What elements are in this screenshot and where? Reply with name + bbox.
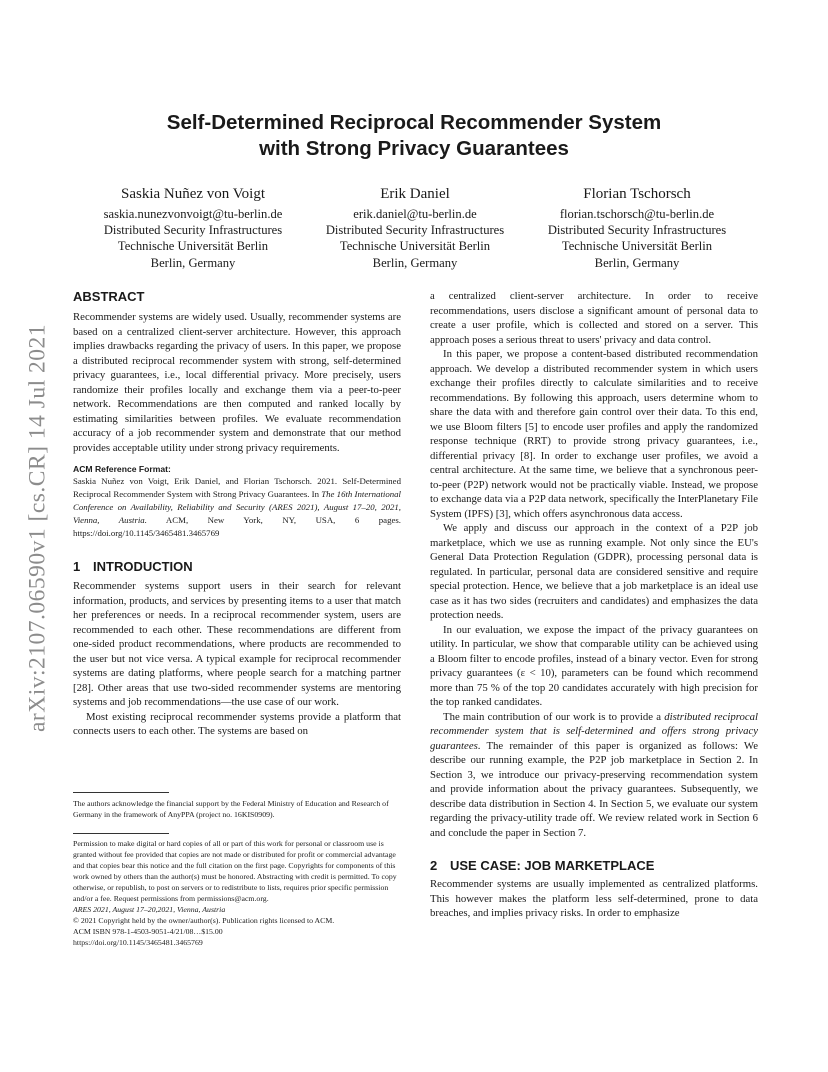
abstract-text: Recommender systems are widely used. Usually, recommender systems are based on a centralized client-server architecture. However, this approach implies drawbacks regarding the privacy of users. In this paper, we propose a distributed reciprocal recommender system with strong, self-determined privacy guarantees, i.e., local differential privacy. More precisely, users randomize their profiles locally and exchange them via a peer-to-peer network. Recommendations are then computed and ranked locally by estimating similarities between profiles. We evaluate recommendation accuracy of a job recommender system and demonstrate that our method provides acceptable utility under strong privacy requirements. <box>73 311 401 454</box>
author-department: Distributed Security Infrastructures <box>325 223 505 238</box>
conference-line: ARES 2021, August 17–20,2021, Vienna, Austria <box>73 905 226 914</box>
acm-reference-prefix: Saskia Nuñez von Voigt, Erik Daniel, and Florian Tschorsch. 2021. Self-Determined Reciprocal Recommender System with Strong Privacy Guarantees. In <box>73 476 401 499</box>
contribution-emphasis: distributed reciprocal recommender system that is self-determined and offers strong privacy guarantees <box>430 710 758 752</box>
copyright-line: © 2021 Copyright held by the owner/author(s). Publication rights licensed to ACM. <box>73 916 335 925</box>
use-case-heading <box>430 858 758 874</box>
acm-reference-text <box>73 475 401 540</box>
abstract-heading: ABSTRACT <box>73 289 145 304</box>
intro-paragraph-5: In our evaluation, we expose the impact of the privacy guarantees on utility. In particular, we show that comparable utility can be achieved using a Bloom filter to encode profiles, instead of a binary vector. Even for strong privacy guarantees (ε < 10), parameters can be found which recommend more than 75 % of the top 20 candidates accurately with high precision for the top ranked candidates. <box>430 623 758 708</box>
paper-title-line-1: Self-Determined Reciprocal Recommender System <box>166 111 662 134</box>
arxiv-identifier: arXiv:2107.06590v1 [cs.CR] 14 Jul 2021 <box>24 323 51 733</box>
intro-paragraph-4: We apply and discuss our approach in the context of a P2P job marketplace, which we use as running example. Not only since the EU's General Data Protection Regulation (GDPR), processing personal data is regulated. In particular, personal data are considered sensitive and require special protection. Hence, we believe that a job marketplace is an ideal use case as it has two sides (recruiters and candidates) and emphasizes the data protection needs. <box>430 522 758 621</box>
contribution-lead: The main contribution of our work is to provide a <box>443 710 665 723</box>
author-location: Berlin, Germany <box>594 255 680 270</box>
acm-reference-venue: The 16th International Conference on Availability, Reliability and Security (ARES 2021), August 17–20, 2021, Vienna, Austria. <box>73 489 401 525</box>
permission-block <box>73 838 401 948</box>
permission-rule <box>73 833 169 834</box>
intro-paragraph-6 <box>430 710 758 841</box>
section-number: 2 <box>430 858 438 873</box>
left-column <box>73 289 401 739</box>
introduction-paragraph-2: Most existing reciprocal recommender systems provide a platform that connects users to each other. The systems are based on <box>73 710 401 737</box>
use-case-paragraph-1: Recommender systems are usually implemented as centralized platforms. This however makes the platform less self-determined, prone to data breaches, and implies privacy risks. In order to emphasize <box>430 878 758 919</box>
introduction-paragraph-1: Recommender systems support users in their search for relevant information, products, and services by presenting items to a user that match her preferences or needs. In a reciprocal recommender system, users are recommended to each other. These recommendations are different from one-sided product recommendations, where products are recommended to the user but not vice versa. A typical example for reciprocal recommender systems are dating platforms, where people search for a matching partner [28]. Other areas that use two-sided recommender systems are mentoring systems and job recommendations—the use case of our work. <box>73 580 401 708</box>
author-department: Distributed Security Infrastructures <box>547 223 727 238</box>
intro-continuation: a centralized client-server architecture. In order to receive recommendations, users disclose a significant amount of personal data to create a user profile, which is collected and stored on a server. This approach poses a serious threat to users' privacy and data control. <box>430 290 758 346</box>
footnote-rule <box>73 792 169 793</box>
author-email[interactable]: saskia.nunezvonvoigt@tu-berlin.de <box>103 207 283 221</box>
acm-reference-heading: ACM Reference Format: <box>73 464 171 474</box>
section-title: INTRODUCTION <box>93 559 193 574</box>
author-email[interactable]: florian.tschorsch@tu-berlin.de <box>559 207 715 221</box>
intro-paragraph-3: In this paper, we propose a content-based distributed recommendation approach. We develop a distributed recommender system in which users exchange their profiles directly to calculate similarities and to receive recommendations. By following this approach, users determine whom to share the data with and therefore gain control over their data. To this end, we use Bloom filters [5] to encode user profiles and apply the randomized response technique (RRT) to provide strong privacy guarantees, i.e., differential privacy [8]. In order to exchange user profiles, we avoid a central architecture. At the same time, we believe that a synchronous peer-to-peer (P2P) network would not be practically viable. Instead, we propose to exchange data via a P2P data network, specifically the InterPlanetary File System (IPFS) [3], which offers asynchronous data access. <box>430 348 758 520</box>
right-column <box>430 289 758 921</box>
isbn-line: ACM ISBN 978-1-4503-9051-4/21/08…$15.00 <box>73 927 223 936</box>
author-institution: Technische Universität Berlin <box>561 239 713 254</box>
author-institution: Technische Universität Berlin <box>117 239 269 254</box>
contribution-rest: . The remainder of this paper is organized as follows: We describe our running example, the P2P job marketplace in Section 2. In Section 3, we introduce our privacy-preserving recommendation system and provide information about the privacy guarantees. Subsequently, we describe data distribution in Section 4. In Section 5, we evaluate our system regarding the privacy-utility trade off. We review related work in Section 6 and conclude the paper in Section 7. <box>430 739 758 839</box>
author-1 <box>68 184 318 271</box>
permission-notice: Permission to make digital or hard copies of all or part of this work for personal or classroom use is granted without fee provided that copies are not made or distributed for profit or commercial advantage and that copies bear this notice and the full citation on the first page. Copyrights for components of this work owned by others than the author(s) must be honored. Abstracting with credit is permitted. To copy otherwise, or republish, to post on servers or to redistribute to lists, requires prior specific permission and/or a fee. Request permissions from permissions@acm.org. <box>73 839 397 903</box>
paper-title <box>100 110 728 162</box>
author-name: Saskia Nuñez von Voigt <box>120 186 266 202</box>
funding-footnote: The authors acknowledge the financial support by the Federal Ministry of Education and Research of Germany in the framework of AnyPPA (project no. 16KIS0909). <box>73 799 389 819</box>
author-name: Florian Tschorsch <box>583 186 691 202</box>
author-2 <box>290 184 540 271</box>
doi-link[interactable]: https://doi.org/10.1145/3465481.3465769 <box>73 938 203 947</box>
author-location: Berlin, Germany <box>150 255 236 270</box>
section-title: USE CASE: JOB MARKETPLACE <box>450 858 655 873</box>
paper-title-line-2: with Strong Privacy Guarantees <box>259 137 569 160</box>
author-email[interactable]: erik.daniel@tu-berlin.de <box>353 207 477 221</box>
introduction-heading <box>73 559 401 575</box>
author-location: Berlin, Germany <box>372 255 458 270</box>
author-department: Distributed Security Infrastructures <box>103 223 283 238</box>
arxiv-identifier-stamp <box>22 298 54 758</box>
author-name: Erik Daniel <box>380 186 450 202</box>
author-institution: Technische Universität Berlin <box>339 239 491 254</box>
author-3 <box>512 184 762 271</box>
acm-reference-suffix: ACM, New York, NY, USA, 6 pages. https://doi.org/10.1145/3465481.3465769 <box>73 515 401 538</box>
section-number: 1 <box>73 559 81 574</box>
